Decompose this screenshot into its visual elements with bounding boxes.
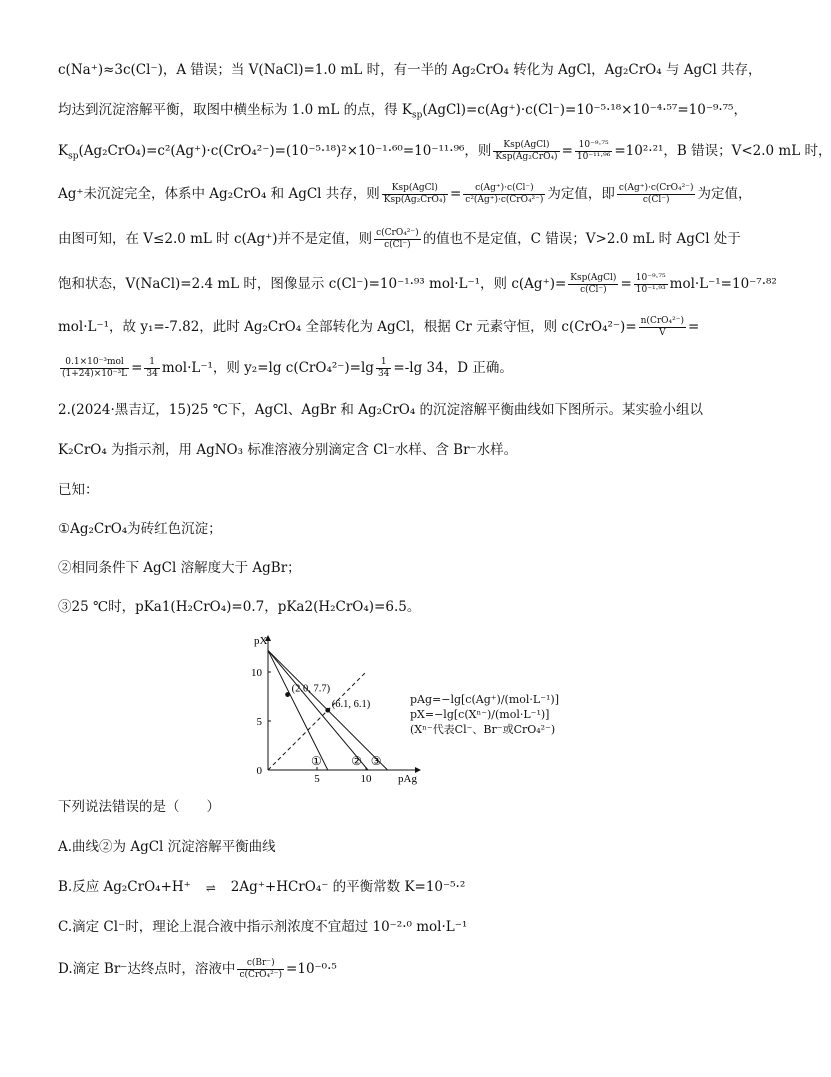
option-a[interactable]: A.曲线②为 AgCl 沉淀溶解平衡曲线 [58, 839, 276, 855]
series-line-1 [268, 650, 328, 770]
fraction: $\frac{c(Br^-)}{\text{c(CrO₄²⁻)}}$ [239, 958, 283, 980]
solution-line-4: Ag⁺未沉淀完全，体系中 Ag₂CrO₄ 和 AgCl 共存，则 $\frac{\text{Ksp(AgCl)}}{\text{Ksp(Ag₂CrO₄)}}$ = $\frac{c(Ag^+)\cdot c(Cl^-)}{\text{c²(Ag⁺)·c(CrO₄²⁻)}}$ 为定值，即 $\frac{\text{c(Ag⁺)·c(CrO₄²⁻)}}{c(Cl^-)}$ 为定值， [58, 183, 752, 205]
data-point [285, 692, 290, 697]
x-tick-label: 5 [314, 773, 320, 785]
solution-line-7: mol·L⁻¹，故 y₁=-7.82，此时 Ag₂CrO₄ 全部转化为 AgCl，根据 Cr 元素守恒，则 c(CrO₄²⁻)= $\frac{\text{n(CrO₄²⁻)}}{V}$ = [58, 316, 700, 338]
chart-legend [410, 692, 559, 737]
known-title: 已知： [58, 482, 99, 498]
series-label: ② [351, 754, 362, 768]
equilibrium-arrow-icon: ⇌ [205, 880, 216, 895]
legend-line-1: pAg=−lg[c(Ag⁺)/(mol·L⁻¹)] [410, 693, 560, 706]
fraction: $\frac{\text{0.1×10⁻³mol}}{\text{(1+24)×10⁻³L}}$ [62, 357, 128, 379]
fraction: $\frac{\text{n(CrO₄²⁻)}}{V}$ [640, 316, 684, 338]
question-stem-line-1: 2.(2024·黑吉辽，15)25 ℃下，AgCl、AgBr 和 Ag₂CrO₄ 的沉淀溶解平衡曲线如下图所示。某实验小组以 [58, 402, 704, 418]
data-point-label: (2.0, 7.7) [291, 683, 331, 695]
fraction: $\frac{\text{Ksp(AgCl)}}{c(Cl^-)}$ [570, 273, 617, 295]
legend-line-2: pX=−lg[c(Xⁿ⁻)/(mol·L⁻¹)] [410, 708, 550, 721]
fraction: $\frac{\text{10⁻⁹·⁷⁵}}{\text{10⁻¹¹·⁹⁶}}$ [576, 140, 611, 162]
known-item-2: ②相同条件下 AgCl 溶解度大于 AgBr； [58, 560, 301, 576]
fraction: $\frac{\text{c(Ag⁺)·c(CrO₄²⁻)}}{c(Cl^-)}$ [618, 183, 694, 205]
fraction: $\frac{1}{34}$ [146, 357, 158, 379]
fraction: $\frac{\text{Ksp(AgCl)}}{\text{Ksp(Ag₂CrO₄)}}$ [495, 140, 558, 162]
x-tick-label: 10 [360, 773, 372, 785]
option-b[interactable]: B.反应 Ag₂CrO₄+H⁺ ⇌ 2Ag⁺+HCrO₄⁻ 的平衡常数 K=10⁻⁵·² [58, 877, 754, 898]
fraction: $\frac{\text{10⁻⁹·⁷⁵}}{\text{10⁻¹·⁹³}}$ [635, 273, 666, 295]
fraction: $\frac{1}{34}$ [377, 357, 390, 379]
fraction: $\frac{\text{c(CrO₄²⁻)}}{c(Cl^-)}$ [376, 228, 419, 250]
question-stem-line-2: K₂CrO₄ 为指示剂，用 AgNO₃ 标准溶液分别滴定含 Cl⁻水样、含 Br⁻水样。 [58, 442, 518, 458]
data-point [325, 708, 330, 713]
solution-line-8: $\frac{\text{0.1×10⁻³mol}}{\text{(1+24)×10⁻³L}}$ = $\frac{1}{34}$ mol·L⁻¹，则 y₂=lg c(CrO₄²⁻)=lg $\frac{1}{34}$ =-lg 34，D 正确。 [62, 357, 513, 379]
solution-line-3: $K_{sp}(Ag_2CrO_4)=c^2(Ag^+)\cdot c(CrO_4^{2-})=(10^{-5}\cdot^{18})^2\times 10^{-1}\cdot^{60}=10^{-11}\cdot^{96}$，则 $\frac{\text{Ksp(AgCl)}}{\text{Ksp(Ag₂CrO₄)}}$ = $\frac{\text{10⁻⁹·⁷⁵}}{\text{10⁻¹¹·⁹⁶}}$ =10²·²¹，B 错误；V<2.0 mL 时， [58, 140, 831, 162]
series-label: ③ [370, 754, 382, 768]
option-c[interactable]: C.滴定 Cl⁻时，理论上混合液中指示剂浓度不宜超过 10⁻²·⁰ mol·L⁻¹ [58, 919, 468, 935]
known-item-1: ①Ag₂CrO₄为砖红色沉淀； [58, 521, 222, 537]
solution-line-1: c(Na⁺)≈3c(Cl⁻)，A 错误；当 V(NaCl)=1.0 mL 时，有一半的 Ag₂CrO₄ 转化为 AgCl，Ag₂CrO₄ 与 AgCl 共存， [58, 62, 762, 78]
solution-line-2: 均达到沉淀溶解平衡，取图中横坐标为 1.0 mL 的点，得 $K_{sp}(AgCl)=c(Ag^+)\cdot c(Cl^-)=10^{-5}\cdot^{18}\times 10^{-4}\cdot^{57}=10^{-9}\cdot^{75}$， [58, 102, 747, 121]
data-point-label: (6.1, 6.1) [331, 699, 371, 711]
y-tick-label: 5 [256, 716, 262, 728]
series-label: ① [311, 754, 322, 768]
y-tick-label: 10 [251, 667, 262, 679]
question-prompt: 下列说法错误的是（ ） [58, 799, 220, 815]
x-axis-label: pAg [398, 773, 417, 785]
fraction: $\frac{c(Ag^+)\cdot c(Cl^-)}{\text{c²(Ag⁺)·c(CrO₄²⁻)}}$ [465, 183, 544, 205]
solution-line-6: 饱和状态，V(NaCl)=2.4 mL 时，图像显示 c(Cl⁻)=10⁻¹·⁹³ mol·L⁻¹，则 c(Ag⁺)= $\frac{\text{Ksp(AgCl)}}{c(Cl^-)}$ = $\frac{\text{10⁻⁹·⁷⁵}}{\text{10⁻¹·⁹³}}$ mol·L⁻¹=10⁻⁷·⁸² [58, 273, 777, 295]
y-axis-label: pX [254, 635, 268, 647]
y-tick-label: 0 [256, 765, 262, 777]
option-d[interactable]: D.滴定 Br⁻达终点时，溶液中 $\frac{c(Br^-)}{\text{c(CrO₄²⁻)}}$ =10⁻⁰·⁵ [58, 958, 337, 980]
known-item-3: ③25 ℃时，pKa1(H₂CrO₄)=0.7，pKa2(H₂CrO₄)=6.5。 [58, 599, 421, 615]
legend-line-3: (Xⁿ⁻代表Cl⁻、Br⁻或CrO₄²⁻) [410, 723, 556, 736]
solution-line-5: 由图可知，在 V≤2.0 mL 时 c(Ag⁺)并不是定值，则 $\frac{\text{c(CrO₄²⁻)}}{c(Cl^-)}$ 的值也不是定值，C 错误；V>2.0 mL 时 AgCl 处于 [58, 228, 741, 250]
fraction: $\frac{\text{Ksp(AgCl)}}{\text{Ksp(Ag₂CrO₄)}}$ [383, 183, 446, 205]
